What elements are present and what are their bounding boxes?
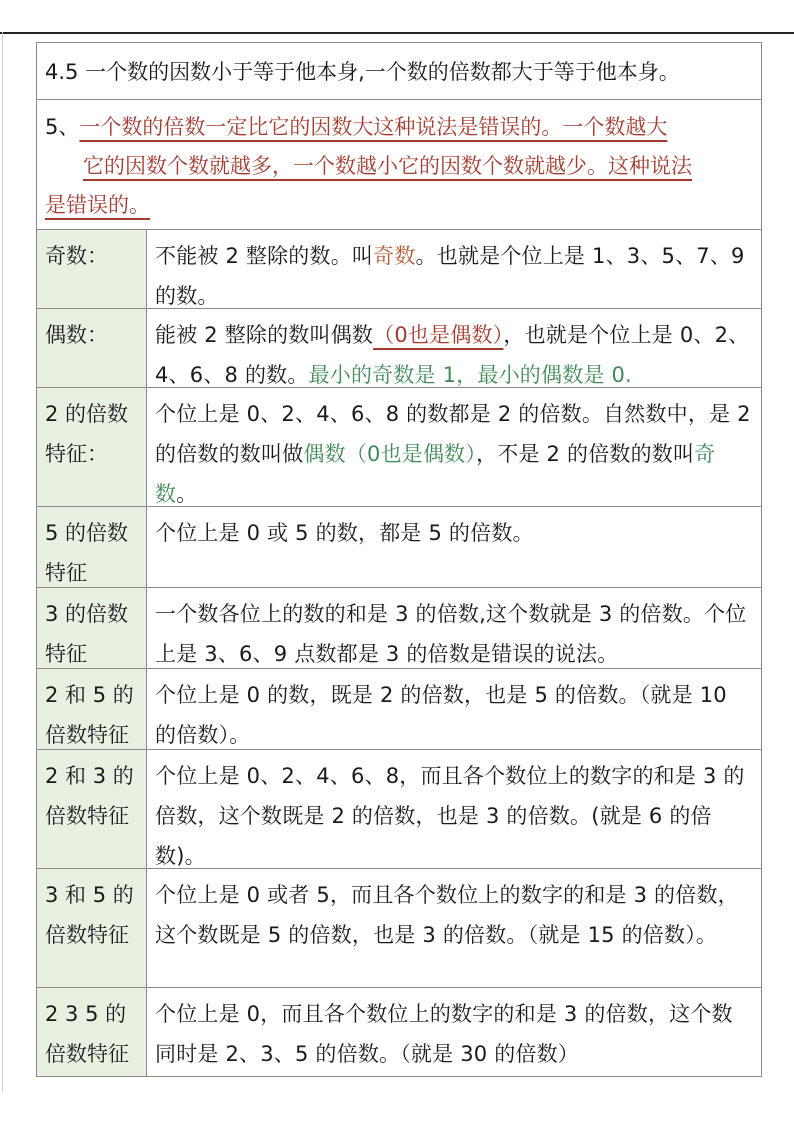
definition-cell <box>147 669 761 749</box>
definition-text: 个位上是 0 或者 5，而且各个数位上的数字的和是 3 的倍数，这个数既是 5 的倍数，也是 3 的倍数。（就是 15 的倍数）。 <box>155 883 739 947</box>
table-row <box>37 230 761 309</box>
term-cell: 3 和 5 的倍数特征 <box>37 869 147 987</box>
table-row <box>37 988 761 1076</box>
table-row <box>37 669 761 750</box>
term-cell: 5 的倍数特征 <box>37 507 147 587</box>
definition-text: ，也就是个位上是 0、2、4、6、8 的数。 <box>155 323 750 387</box>
note-text: 4.5 一个数的因数小于等于他本身,一个数的倍数都大于等于他本身。 <box>45 60 680 84</box>
left-margin-line <box>2 32 3 1092</box>
definition-text: 奇数 <box>155 442 716 506</box>
definition-cell <box>147 750 761 868</box>
table-row <box>37 507 761 588</box>
definition-cell <box>147 507 761 587</box>
definition-text: 最小的奇数是 1，最小的偶数是 0. <box>308 363 632 387</box>
term-cell: 偶数： <box>37 309 147 387</box>
term-cell: 2 的倍数特征： <box>37 388 147 506</box>
definition-text: 能被 2 整除的数叫偶数 <box>155 323 374 347</box>
definition-cell <box>147 388 761 506</box>
definition-text: 一个数各位上的数的和是 3 的倍数,这个数就是 3 的倍数。个位上是 3、6、9 点数都是 3 的倍数是错误的说法。 <box>155 602 747 666</box>
note-line: 一个数的倍数一定比它的因数大这种说法是错误的。一个数越大 <box>79 115 668 139</box>
definition-text: 个位上是 0、2、4、6、8 的数都是 2 的倍数。自然数中，是 2 的倍数的数叫做 <box>155 402 751 466</box>
note-row-5 <box>37 100 761 230</box>
definition-cell <box>147 869 761 987</box>
note-line: 是错误的。 <box>45 193 150 217</box>
definition-cell <box>147 588 761 668</box>
definition-cell <box>147 309 761 387</box>
definition-cell <box>147 988 761 1076</box>
notes-table <box>36 42 762 1077</box>
term-cell: 2 3 5 的倍数特征 <box>37 988 147 1076</box>
term-cell: 2 和 5 的倍数特征 <box>37 669 147 749</box>
definition-text: ，不是 2 的倍数的数叫 <box>476 442 695 466</box>
definition-text: 。也就是个位上是 1、3、5、7、9的数。 <box>155 244 745 308</box>
table-row <box>37 750 761 869</box>
term-cell: 2 和 3 的倍数特征 <box>37 750 147 868</box>
table-row <box>37 309 761 388</box>
table-row <box>37 869 761 988</box>
term-cell: 奇数： <box>37 230 147 308</box>
definition-text: 奇数 <box>373 244 416 268</box>
definition-text: 偶数（0也是偶数） <box>303 442 477 466</box>
definition-text: 个位上是 0 的数，既是 2 的倍数，也是 5 的倍数。（就是 10 的倍数）。 <box>155 683 727 747</box>
definition-text: 。 <box>176 482 198 506</box>
note-row-4-5 <box>37 43 761 100</box>
note-prefix: 5、 <box>45 115 80 139</box>
definition-text: 个位上是 0 或 5 的数，都是 5 的倍数。 <box>155 521 534 545</box>
note-line: 它的因数个数就越多，一个数越小它的因数个数就越少。这种说法 <box>83 154 692 178</box>
definition-text: （0也是偶数） <box>373 323 504 347</box>
definition-text: 个位上是 0、2、4、6、8，而且各个数位上的数字的和是 3 的倍数，这个数既是 2 的倍数，也是 3 的倍数。(就是 6 的倍数)。 <box>155 764 745 868</box>
top-border <box>0 32 794 34</box>
definition-text: 不能被 2 整除的数。叫 <box>155 244 374 268</box>
table-row <box>37 388 761 507</box>
definition-text: 个位上是 0，而且各个数位上的数字的和是 3 的倍数，这个数同时是 2、3、5 的倍数。（就是 30 的倍数） <box>155 1002 733 1066</box>
definition-cell <box>147 230 761 308</box>
term-cell: 3 的倍数特征 <box>37 588 147 668</box>
table-row <box>37 588 761 669</box>
